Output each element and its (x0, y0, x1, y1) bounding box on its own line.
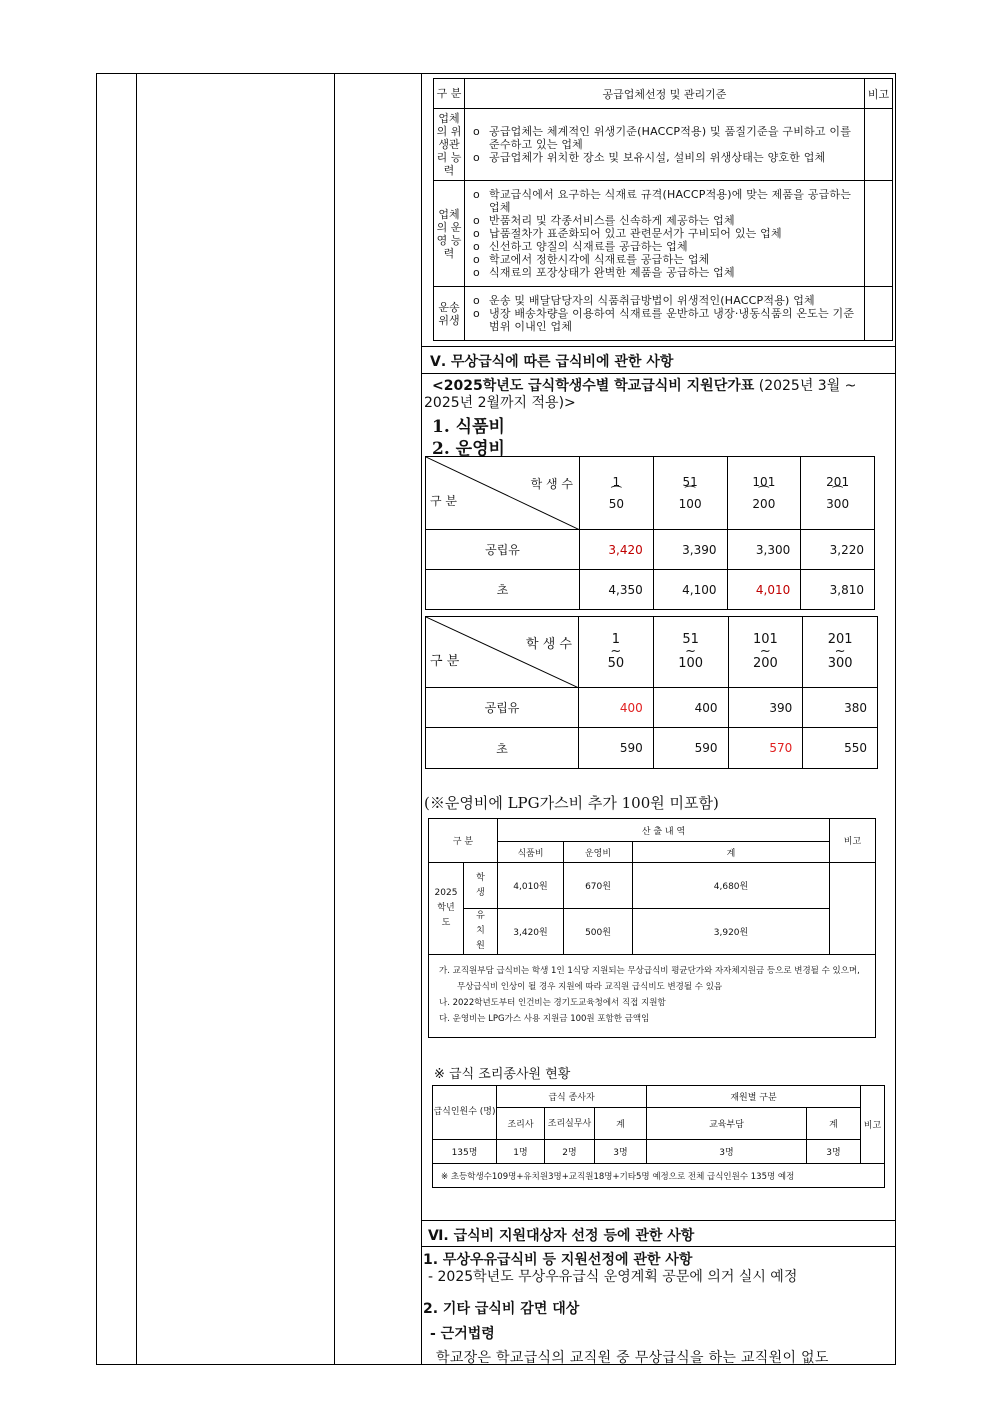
corner-top: 학 생 수 (530, 477, 573, 491)
column-divider-2 (334, 73, 335, 1365)
calc-h-detail: 산 출 내 역 (498, 819, 830, 842)
staff-table (432, 1085, 885, 1188)
calc-note: 다. 운영비는 LPG가스 사용 지원금 100원 포함한 금액임 (439, 1014, 650, 1024)
staff-cook: 1명 (497, 1140, 545, 1164)
subtitle-bold: <2025학년도 급식학생수별 학교급식비 지원단가표 (432, 378, 755, 394)
calc-op: 670원 (564, 863, 633, 909)
staff-h-fund: 재원별 구분 (647, 1086, 861, 1108)
calc-h-op: 운영비 (564, 842, 633, 863)
calc-total: 4,680원 (633, 863, 830, 909)
lpg-note: (※운영비에 LPG가스비 추가 100원 미포함) (424, 794, 719, 812)
value-cell: 380 (803, 688, 878, 728)
range-header: 101 ~ 200 (728, 617, 803, 688)
value-cell: 390 (728, 688, 803, 728)
value-cell: 3,390 (653, 530, 727, 570)
criteria-category: 운송 위생 (434, 287, 465, 341)
staff-h-staff: 급식 종사자 (497, 1086, 647, 1108)
calc-notes (429, 955, 876, 1038)
range-header: 1 ~ 50 (579, 617, 654, 688)
criteria-header-note: 비고 (865, 79, 893, 109)
staff-assist: 2명 (545, 1140, 595, 1164)
section6-s2-title: 2. 기타 급식비 감면 대상 (423, 1301, 580, 1317)
calc-h-note: 비고 (830, 819, 876, 863)
value-cell: 570 (728, 728, 803, 769)
range-header: 201 ⁀ 300 (801, 457, 875, 530)
criteria-item: o 식재료의 포장상태가 완벽한 제품을 공급하는 업체 (471, 266, 860, 279)
calc-table (428, 818, 876, 1038)
value-cell: 4,350 (580, 570, 654, 610)
criteria-item: o 공급업체는 체계적인 위생기준(HACCP적용) 및 품질기준을 구비하고 이를 준수하고 있는 업체 (471, 125, 860, 151)
criteria-item: o 납품절차가 표준화되어 있고 관련문서가 구비되어 있는 업체 (471, 227, 860, 240)
calc-note: 나. 2022학년도부터 인건비는 경기도교육청에서 직접 지원함 (439, 998, 666, 1008)
staff-h-sum: 계 (595, 1108, 647, 1140)
value-cell: 550 (803, 728, 878, 769)
criteria-item: o 학교에서 정한시각에 식재료를 공급하는 업체 (471, 253, 860, 266)
criteria-item: o 공급업체가 위치한 장소 및 보유시설, 설비의 위생상태는 양호한 업체 (471, 151, 860, 164)
calc-group: 유치원 (464, 909, 498, 955)
divider (421, 1246, 896, 1247)
criteria-note-cell (865, 109, 893, 181)
section6-title: Ⅵ. 급식비 지원대상자 선정 등에 관한 사항 (428, 1228, 695, 1244)
corner-top: 학 생 수 (526, 637, 572, 652)
staff-h-assist: 조리실무사 (545, 1108, 595, 1140)
staff-note: ※ 급식 조리종사원 현황 (434, 1067, 571, 1082)
calc-h-total: 계 (633, 842, 830, 863)
calc-food: 4,010원 (498, 863, 564, 909)
criteria-category: 업체의 운영 능력 (434, 181, 465, 287)
section5-title: Ⅴ. 무상급식에 따른 급식비에 관한 사항 (430, 354, 674, 370)
value-cell: 590 (579, 728, 654, 769)
criteria-item: o 냉장 배송차량을 이용하여 식재료를 운반하고 냉장·냉동식품의 온도는 기준 범위 이내인 업체 (471, 307, 860, 333)
range-header: 51 ⁀ 100 (653, 457, 727, 530)
item-operation: 2. 운영비 (432, 439, 505, 459)
value-cell: 3,300 (727, 530, 801, 570)
value-cell: 3,420 (580, 530, 654, 570)
calc-note: 가. 교직원부담 급식비는 학생 1인 1식당 지원되는 무상급식비 평균단가와 자자체지원금 등으로 변경될 수 있으며, 무상급식비 인상이 될 경우 지원에 따라 교직원 급식비도 변경될 수 있음 (439, 966, 860, 992)
staff-h-note: 비고 (861, 1086, 885, 1164)
divider (421, 1220, 896, 1221)
section6-s2-body: 학교장은 학교급식의 교직원 중 무상급식을 하는 교직원이 없도 (436, 1350, 829, 1366)
calc-year: 2025학년도 (429, 863, 464, 955)
section6-s1-title: 1. 무상우유급식비 등 지원선정에 관한 사항 (423, 1252, 693, 1268)
item-food: 1. 식품비 (432, 417, 505, 437)
range-header: 1 ⁀ 50 (580, 457, 654, 530)
value-cell: 3,810 (801, 570, 875, 610)
column-divider-1 (136, 73, 137, 1365)
subtitle-rest: (2025년 3월 ~ 2025년 2월까지 적용)> (424, 378, 857, 411)
staff-sum: 3명 (595, 1140, 647, 1164)
staff-h-count: 급식인원수 (명) (433, 1086, 497, 1140)
calc-h-category: 구 분 (429, 819, 498, 863)
row-label: 초 (426, 570, 580, 610)
value-cell: 4,010 (727, 570, 801, 610)
value-cell: 400 (653, 688, 728, 728)
corner-bottom: 구 분 (430, 654, 460, 669)
calc-total: 3,920원 (633, 909, 830, 955)
staff-footnote: ※ 초등학생수109명+유치원3명+교직원18명+기타5명 예정으로 전체 급식인원수 135명 예정 (433, 1164, 885, 1188)
food-corner (426, 457, 580, 530)
value-cell: 3,220 (801, 530, 875, 570)
section6-s2-sub: - 근거법령 (430, 1326, 495, 1342)
value-cell: 590 (653, 728, 728, 769)
row-label: 공립유 (426, 688, 579, 728)
criteria-item: o 운송 및 배달담당자의 식품취급방법이 위생적인(HACCP적용) 업체 (471, 294, 860, 307)
criteria-item: o 신선하고 양질의 식재료를 공급하는 업체 (471, 240, 860, 253)
criteria-header-title: 공급업체선정 및 관리기준 (465, 79, 865, 109)
value-cell: 4,100 (653, 570, 727, 610)
row-label: 공립유 (426, 530, 580, 570)
criteria-item: o 반품처리 및 각종서비스를 신속하게 제공하는 업체 (471, 214, 860, 227)
section5-subtitle (424, 378, 884, 412)
staff-h-cook: 조리사 (497, 1108, 545, 1140)
food-cost-table (425, 456, 875, 610)
divider (421, 346, 896, 347)
staff-h-sum2: 계 (807, 1108, 861, 1140)
criteria-category: 업체의 위생관리 능력 (434, 109, 465, 181)
corner-bottom: 구 분 (430, 494, 457, 508)
range-header: 51 ~ 100 (653, 617, 728, 688)
section6-s1-body: - 2025학년도 무상우유급식 운영계획 공문에 의거 실시 예정 (428, 1269, 798, 1285)
criteria-item: o 학교급식에서 요구하는 식재료 규격(HACCP적용)에 맞는 제품을 공급하는업체 (471, 188, 860, 214)
staff-count: 135명 (433, 1140, 497, 1164)
staff-h-edu: 교육부담 (647, 1108, 807, 1140)
range-header: 201 ~ 300 (803, 617, 878, 688)
column-divider-3 (421, 73, 422, 1365)
divider (421, 373, 896, 374)
calc-food: 3,420원 (498, 909, 564, 955)
calc-group: 학생 (464, 863, 498, 909)
criteria-note-cell (865, 287, 893, 341)
calc-note-cell (830, 863, 876, 955)
value-cell: 400 (579, 688, 654, 728)
row-label: 초 (426, 728, 579, 769)
calc-h-food: 식품비 (498, 842, 564, 863)
staff-edu: 3명 (647, 1140, 807, 1164)
criteria-table (433, 78, 893, 341)
calc-op: 500원 (564, 909, 633, 955)
criteria-header-category: 구 분 (434, 79, 465, 109)
op-corner (426, 617, 579, 688)
range-header: 101 ⁀ 200 (727, 457, 801, 530)
operation-cost-table (425, 616, 878, 769)
criteria-note-cell (865, 181, 893, 287)
staff-sum2: 3명 (807, 1140, 861, 1164)
